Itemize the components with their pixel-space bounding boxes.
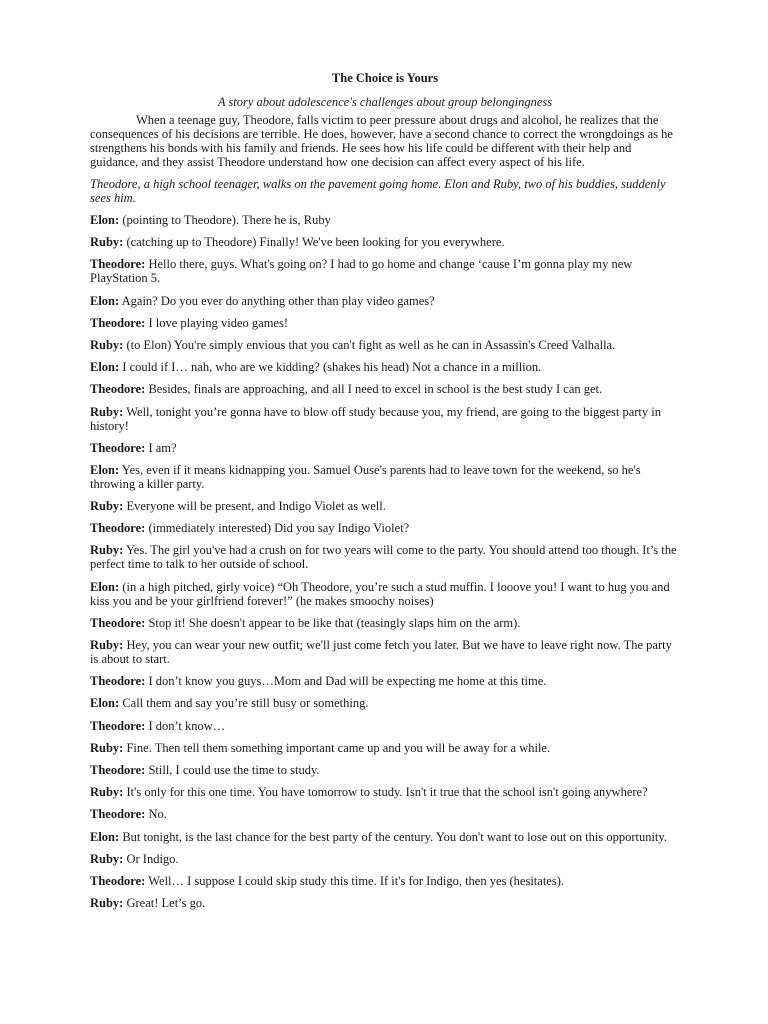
speaker-name: Theodore: <box>90 521 146 536</box>
speaker-name: Ruby: <box>90 785 124 800</box>
line-text: Great! Let’s go. <box>123 896 206 911</box>
dialogue-line <box>90 543 680 571</box>
line-text: Everyone will be present, and Indigo Violet as well. <box>123 499 386 514</box>
line-text: (in a high pitched, girly voice) “Oh Theodore, you’re such a stud muffin. I looove you! I want to hug you and kiss you and be your girlfriend forever!” (he makes smoochy noises) <box>90 579 670 608</box>
speaker-name: Ruby: <box>90 896 124 911</box>
line-text: No. <box>145 807 167 822</box>
speaker-name: Ruby: <box>90 543 124 558</box>
dialogue-line <box>90 785 680 799</box>
speaker-name: Theodore: <box>90 718 146 733</box>
speaker-name: Elon: <box>90 579 120 594</box>
line-text: Or Indigo. <box>123 851 179 866</box>
line-text: Hello there, guys. What's going on? I had to go home and change ‘cause I’m gonna play my new PlayStation 5. <box>90 257 633 286</box>
dialogue-line <box>90 580 680 608</box>
speaker-name: Ruby: <box>90 851 124 866</box>
line-text: (to Elon) You're simply envious that you can't fight as well as he can in Assassin's Creed Valhalla. <box>123 337 616 352</box>
stage-direction: Theodore, a high school teenager, walks on the pavement going home. Elon and Ruby, two of his buddies, suddenly sees him. <box>90 177 666 205</box>
line-text: (immediately interested) Did you say Indigo Violet? <box>145 521 410 536</box>
line-text: (catching up to Theodore) Finally! We've been looking for you everywhere. <box>123 235 505 250</box>
document-page <box>90 71 680 918</box>
line-text: Hey, you can wear your new outfit; we'll just come fetch you later. But we have to leave right now. The party is about to start. <box>90 638 672 666</box>
dialogue-line <box>90 807 680 821</box>
dialogue-line <box>90 521 680 535</box>
dialogue-line <box>90 674 680 688</box>
speaker-name: Theodore: <box>90 762 146 777</box>
speaker-name: Theodore: <box>90 257 146 272</box>
speaker-name: Ruby: <box>90 404 124 419</box>
dialogue-line <box>90 382 680 396</box>
dialogue-line <box>90 616 680 630</box>
dialogue-line <box>90 638 680 666</box>
line-text: I don’t know you guys…Mom and Dad will be expecting me home at this time. <box>145 674 547 689</box>
speaker-name: Ruby: <box>90 638 124 652</box>
dialogue-line <box>90 763 680 777</box>
line-text: But tonight, is the last chance for the best party of the century. You don't want to lose out on this opportunity. <box>119 829 667 844</box>
document-subtitle: A story about adolescence's challenges about group belongingness <box>217 95 553 109</box>
line-text: It's only for this one time. You have tomorrow to study. Isn't it true that the school isn't going anywhere? <box>123 785 648 800</box>
speaker-name: Ruby: <box>90 235 124 250</box>
speaker-name: Theodore: <box>90 382 146 397</box>
dialogue-line <box>90 874 680 888</box>
speaker-name: Ruby: <box>90 337 124 352</box>
line-text: Fine. Then tell them something important came up and you will be away for a while. <box>123 740 551 755</box>
dialogue-line <box>90 235 680 249</box>
line-text: Again? Do you ever do anything other than play video games? <box>119 293 435 308</box>
speaker-name: Theodore: <box>90 674 146 689</box>
dialogue-line <box>90 852 680 866</box>
intro-paragraph: When a teenage guy, Theodore, falls victim to peer pressure about drugs and alcohol, he realizes that the consequences of his decisions are terrible. He does, however, have a second chance to correct the wrongdoings as he strengthens his bonds with his family and friends. He sees how his life could be different with their help and guidance, and they assist Theodore understand how one decision can affect every aspect of his life. <box>90 113 673 169</box>
speaker-name: Elon: <box>90 696 120 711</box>
speaker-name: Theodore: <box>90 440 146 455</box>
document-title: The Choice is Yours <box>331 71 439 85</box>
dialogue-line <box>90 360 680 374</box>
line-text: Still, I could use the time to study. <box>145 762 320 777</box>
speaker-name: Elon: <box>90 829 120 844</box>
speaker-name: Theodore: <box>90 807 146 822</box>
dialogue-line <box>90 463 680 491</box>
dialogue-line <box>90 338 680 352</box>
dialogue-line <box>90 719 680 733</box>
line-text: I am? <box>145 440 177 455</box>
speaker-name: Elon: <box>90 213 120 227</box>
dialogue-line <box>90 696 680 710</box>
line-text: Besides, finals are approaching, and all I need to excel in school is the best study I can get. <box>145 382 603 397</box>
dialogue-line <box>90 499 680 513</box>
dialogue-line <box>90 441 680 455</box>
line-text: I could if I… nah, who are we kidding? (shakes his head) Not a chance in a million. <box>119 360 542 375</box>
speaker-name: Ruby: <box>90 499 124 514</box>
line-text: Well… I suppose I could skip study this time. If it's for Indigo, then yes (hesitates). <box>145 873 564 888</box>
dialogue-line <box>90 741 680 755</box>
speaker-name: Theodore: <box>90 873 146 888</box>
dialogue-line <box>90 213 680 227</box>
dialogue <box>90 213 680 910</box>
speaker-name: Ruby: <box>90 740 124 755</box>
dialogue-line <box>90 830 680 844</box>
speaker-name: Elon: <box>90 462 120 477</box>
speaker-name: Theodore: <box>90 315 146 330</box>
dialogue-line <box>90 257 680 285</box>
line-text: I love playing video games! <box>145 315 288 330</box>
dialogue-line <box>90 896 680 910</box>
line-text: Call them and say you’re still busy or something. <box>119 696 369 711</box>
line-text: Stop it! She doesn't appear to be like that (teasingly slaps him on the arm). <box>145 615 521 630</box>
line-text: Yes. The girl you've had a crush on for two years will come to the party. You should attend too though. It’s the perfect time to talk to her outside of school. <box>90 543 677 572</box>
speaker-name: Theodore: <box>90 615 146 630</box>
speaker-name: Elon: <box>90 293 120 308</box>
dialogue-line <box>90 316 680 330</box>
line-text: I don’t know… <box>145 718 226 733</box>
line-text: Yes, even if it means kidnapping you. Samuel Ouse's parents had to leave town for the weekend, so he's throwing a killer party. <box>90 462 641 491</box>
dialogue-line <box>90 294 680 308</box>
line-text: Well, tonight you’re gonna have to blow off study because you, my friend, are going to the biggest party in history! <box>90 404 661 433</box>
line-text: (pointing to Theodore). There he is, Ruby <box>119 213 331 227</box>
dialogue-line <box>90 405 680 433</box>
speaker-name: Elon: <box>90 360 120 375</box>
